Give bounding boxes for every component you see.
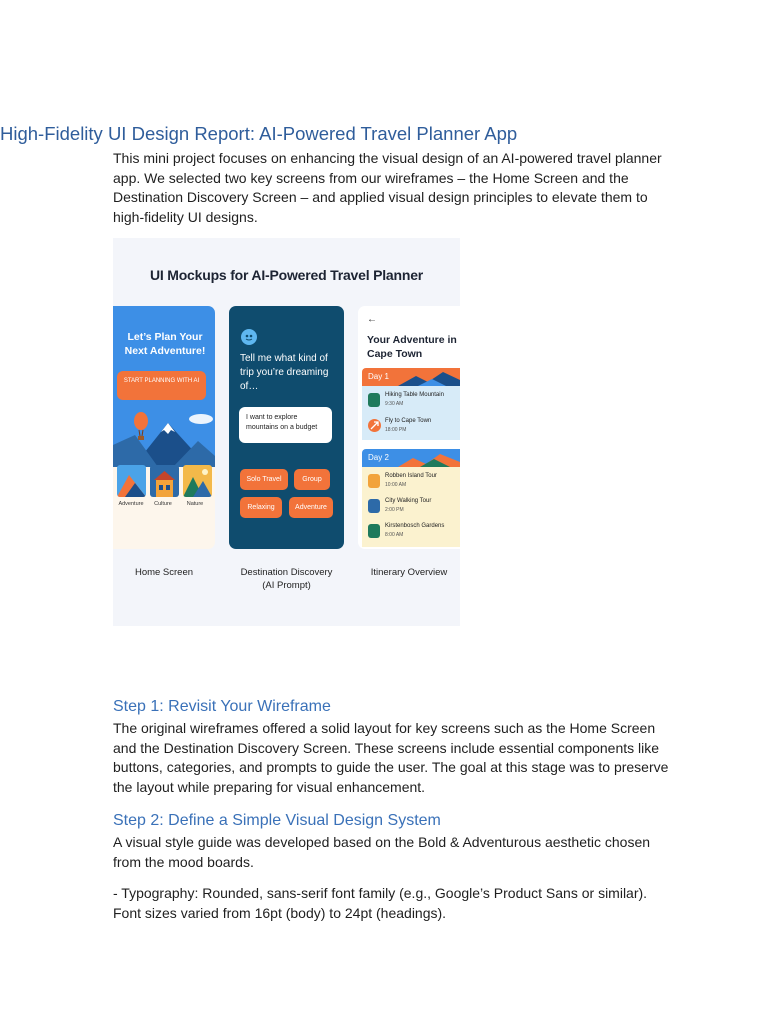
activity-name: Hiking Table Mountain — [385, 392, 444, 398]
nature-thumbnail[interactable] — [183, 465, 212, 497]
activity-name: City Walking Tour — [385, 498, 432, 504]
category-label-nature: Nature — [186, 501, 204, 507]
activity-item[interactable] — [362, 416, 460, 440]
step2-paragraph: A visual style guide was developed based on the Bold & Adventurous aesthetic chosen from the mood boards. — [113, 834, 651, 870]
activity-item[interactable] — [362, 521, 460, 545]
chip-group[interactable]: Group — [294, 469, 330, 490]
day-2-header — [362, 449, 460, 467]
caption-itinerary-overview: Itinerary Overview — [370, 567, 448, 578]
day-2-card — [362, 449, 460, 543]
chatbot-icon — [241, 329, 257, 345]
activity-name: Fly to Cape Town — [385, 418, 432, 424]
destination-discovery-mockup — [229, 306, 344, 549]
ferry-icon — [368, 474, 380, 488]
step1-paragraph: The original wireframes offered a solid layout for key screens such as the Home Screen and the Destination Discovery Screen. These screens include essential components like buttons, categories, and prompts to guide the user. The goal at this stage was to preserve the layout while preparing for visual enhancement. — [113, 720, 669, 795]
typography-paragraph: - Typography: Rounded, sans-serif font family (e.g., Google’s Product Sans or similar). Font sizes varied from 16pt (body) to 24pt (headings). — [113, 885, 648, 921]
step2-heading: Step 2: Define a Simple Visual Design System — [113, 812, 441, 829]
itinerary-title: Your Adventure in Cape Town — [367, 334, 457, 360]
day-2-label: Day 2 — [368, 453, 389, 462]
mountain-illustration — [113, 401, 215, 467]
day-1-label: Day 1 — [368, 372, 389, 381]
day-2-activities — [362, 467, 460, 547]
plane-icon — [368, 419, 381, 432]
walking-icon — [368, 499, 380, 513]
activity-time: 10:00 AM — [385, 482, 407, 488]
day-1-card — [362, 368, 460, 440]
back-arrow-icon[interactable]: ← — [367, 314, 377, 325]
activity-item[interactable] — [362, 471, 460, 495]
day-1-activities — [362, 386, 460, 440]
mockup-title: UI Mockups for AI-Powered Travel Planner — [149, 267, 424, 283]
adventure-thumbnail[interactable] — [117, 465, 146, 497]
caption-home-screen: Home Screen — [134, 567, 194, 578]
home-screen-mockup — [113, 306, 215, 549]
start-planning-button[interactable]: START PLANNING WITH AI — [117, 371, 206, 400]
chip-relaxing[interactable]: Relaxing — [240, 497, 282, 518]
category-label-adventure: Adventure — [118, 501, 144, 507]
report-title: High-Fidelity UI Design Report: AI-Powered Travel Planner App — [0, 123, 518, 144]
activity-time: 18:00 PM — [385, 427, 407, 433]
ui-mockups-image — [113, 238, 460, 626]
home-headline: Let’s Plan Your Next Adventure! — [124, 331, 206, 357]
category-label-culture: Culture — [154, 501, 172, 507]
user-reply-bubble: I want to explore mountains on a budget — [239, 407, 332, 443]
garden-icon — [368, 524, 380, 538]
day-1-header — [362, 368, 460, 386]
activity-item[interactable] — [362, 496, 460, 520]
activity-time: 9:30 AM — [385, 401, 404, 407]
activity-name: Robben Island Tour — [385, 473, 437, 479]
caption-destination-line2: (AI Prompt) — [262, 580, 311, 591]
mountain-icon — [368, 393, 380, 407]
activity-item[interactable] — [362, 390, 460, 414]
step1-heading: Step 1: Revisit Your Wireframe — [113, 698, 331, 715]
culture-thumbnail[interactable] — [150, 465, 179, 497]
itinerary-overview-mockup — [358, 306, 460, 549]
activity-name: Kirstenbosch Gardens — [385, 523, 445, 529]
caption-destination-discovery — [224, 566, 349, 592]
activity-time: 2:00 PM — [385, 507, 404, 513]
activity-time: 8:00 AM — [385, 532, 404, 538]
caption-destination-line1: Destination Discovery — [240, 567, 333, 578]
ai-prompt-question: Tell me what kind of trip you’re dreaming of… — [240, 353, 329, 392]
chip-solo-travel[interactable]: Solo Travel — [240, 469, 288, 490]
intro-paragraph: This mini project focuses on enhancing the visual design of an AI-powered travel planner app. We selected two key screens from our wireframes – the Home Screen and the Destination Discovery Screen – and applied visual design principles to elevate them to high-fidelity UI designs. — [113, 150, 662, 225]
chip-adventure[interactable]: Adventure — [289, 497, 333, 518]
category-thumbnails — [117, 465, 213, 497]
